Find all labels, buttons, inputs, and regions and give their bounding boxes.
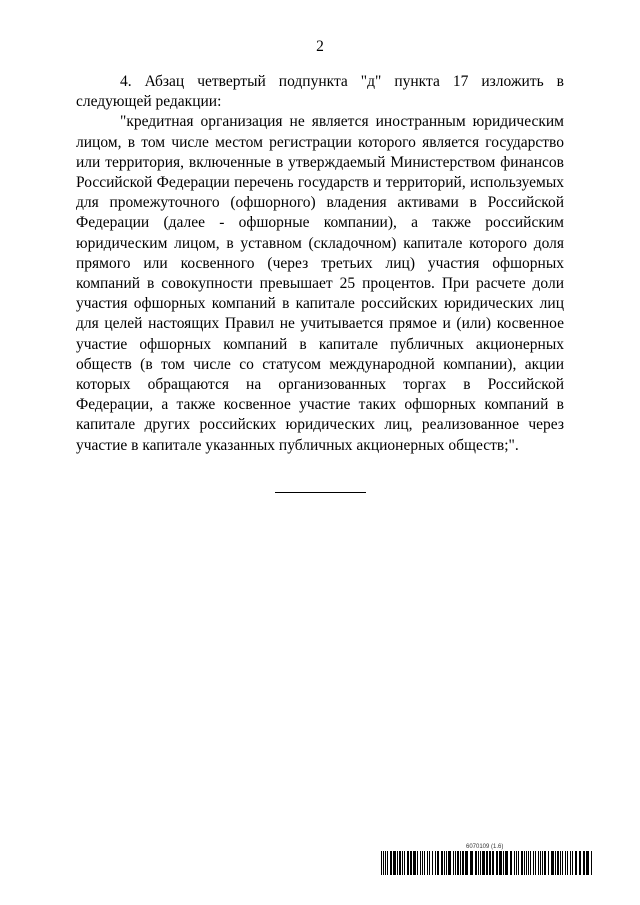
barcode-bar: [387, 851, 388, 875]
paragraph-amendment-text: "кредитная организация не является иностранным юридическим лицом, в том числе местом регистрации которого является государство или территория, включенные в утверждаемый Министерством финансов Российской Федерации перечень государств и территорий, используемых для промежуточного (офшорного) владения активами в Российской Федерации (далее - офшорные компании), а также российским юридическим лицом, в уставном (складочном) капитале которого доля прямого или косвенного (через третьих лиц) участия офшорных компаний в совокупности превышает 25 процентов. При расчете доли участия офшорных компаний в капитале российских юридических лиц для целей настоящих Правил не учитывается прямое и (или) косвенное участие офшорных компаний в капитале публичных акционерных обществ (в том числе со статусом международной компании), акции которых обращаются на организованных торгах в Российской Федерации, а также косвенное участие таких офшорных компаний в капитале других российских юридических лиц, реализованное через участие в капитале указанных публичных акционерных обществ;".: [76, 113, 564, 454]
barcode-bar: [381, 851, 382, 875]
barcode-bar: [435, 851, 436, 875]
barcode-bar: [521, 851, 523, 875]
barcode-bar: [457, 851, 459, 875]
barcode-bar: [555, 851, 556, 875]
barcode-bar: [583, 851, 585, 875]
barcode-bar: [453, 851, 454, 875]
barcode-bar: [518, 851, 519, 875]
barcode-bar: [591, 851, 592, 875]
barcode-bar: [444, 851, 445, 875]
barcode-bar: [393, 851, 396, 875]
barcode-bar: [475, 851, 477, 875]
barcode-bar: [524, 851, 525, 875]
barcode-bar: [492, 851, 494, 875]
barcode-bar: [505, 851, 508, 875]
barcode-bar: [586, 851, 589, 875]
barcode-bar: [496, 851, 498, 875]
barcode-bar: [462, 851, 464, 875]
barcode-bar: [390, 851, 392, 875]
barcode-bar: [413, 851, 416, 875]
barcode-bar: [383, 851, 384, 875]
barcode-bar: [397, 851, 398, 875]
barcode-bar: [538, 851, 539, 875]
barcode-bar: [427, 851, 428, 875]
barcode-bar: [548, 851, 549, 875]
barcode-bar: [417, 851, 418, 875]
barcode-bar: [567, 851, 568, 875]
barcode-bar: [560, 851, 561, 875]
barcode-bar: [404, 851, 405, 875]
end-separator-line: [275, 492, 366, 493]
barcode-bar: [424, 851, 425, 875]
barcode-bar: [437, 851, 439, 875]
barcode-image: [381, 851, 593, 875]
barcode-bar: [503, 851, 504, 875]
barcode-bar: [489, 851, 491, 875]
barcode-bar: [441, 851, 443, 875]
barcode-bar: [470, 851, 473, 875]
barcode-bar: [572, 851, 573, 875]
barcode-bar: [557, 851, 559, 875]
barcode-bar: [420, 851, 421, 875]
barcode-bar: [526, 851, 527, 875]
barcode-bar: [446, 851, 447, 875]
barcode-bar: [533, 851, 534, 875]
barcode-bar: [402, 851, 403, 875]
paragraph-amendment-intro: 4. Абзац четвертый подпункта "д" пункта 17 изложить в следующей редакции:: [76, 73, 564, 111]
barcode-bar: [410, 851, 412, 875]
barcode-bar: [528, 851, 529, 875]
barcode-bar: [429, 851, 430, 875]
barcode-bar: [535, 851, 536, 875]
barcode-bar: [455, 851, 456, 875]
barcode-bar: [565, 851, 566, 875]
barcode-bar: [460, 851, 461, 875]
barcode-bar: [562, 851, 563, 875]
barcode-bar: [530, 851, 531, 875]
page-number: 2: [316, 38, 324, 55]
barcode-bar: [516, 851, 517, 875]
barcode-bar: [542, 851, 543, 875]
barcode-bar: [570, 851, 571, 875]
barcode-bar: [499, 851, 502, 875]
barcode-bar: [385, 851, 386, 875]
barcode-bar: [465, 851, 468, 875]
barcode-bar: [544, 851, 546, 875]
barcode-bar: [478, 851, 479, 875]
barcode-bar: [422, 851, 423, 875]
barcode-caption: 6070109 (1.6): [466, 844, 504, 850]
barcode-bar: [448, 851, 451, 875]
barcode-bar: [432, 851, 433, 875]
barcode-bar: [510, 851, 512, 875]
barcode-bar: [540, 851, 541, 875]
barcode-bar: [482, 851, 485, 875]
barcode-bar: [514, 851, 515, 875]
barcode-bar: [407, 851, 409, 875]
barcode-block: [381, 843, 593, 875]
barcode-bar: [579, 851, 581, 875]
barcode-bar: [575, 851, 577, 875]
barcode-bar: [486, 851, 488, 875]
barcode-bar: [399, 851, 401, 875]
barcode-bar: [480, 851, 481, 875]
barcode-bar: [551, 851, 554, 875]
document-body: [76, 72, 564, 456]
